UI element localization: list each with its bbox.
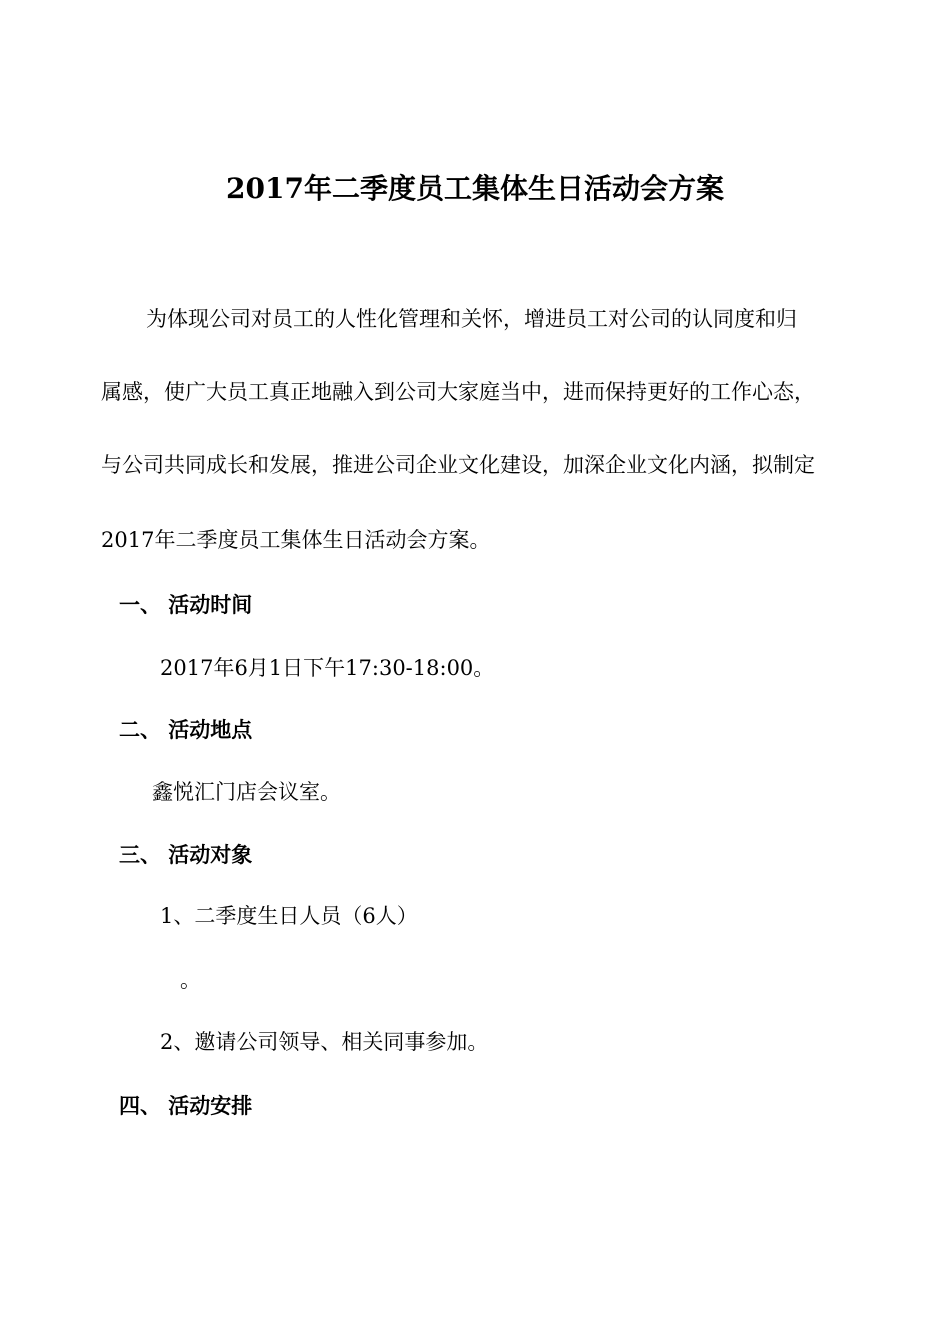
participant-item: 2、邀请公司领导、相关同事参加。 bbox=[160, 1030, 489, 1054]
intro-line: 与公司共同成长和发展，推进公司企业文化建设，加深企业文化内涵，拟制定 bbox=[101, 453, 815, 477]
participant-item: 1、二季度生日人员（6人） bbox=[160, 904, 418, 928]
section-content-time: 2017年6月1日下午17:30-18:00。 bbox=[160, 656, 495, 680]
intro-line: 属感，使广大员工真正地融入到公司大家庭当中，进而保持更好的工作心态， bbox=[101, 380, 815, 404]
section-heading-location: 二、 活动地点 bbox=[119, 717, 253, 742]
section-heading-arrangement: 四、 活动安排 bbox=[119, 1093, 253, 1118]
document-title: 2017年二季度员工集体生日活动会方案 bbox=[226, 172, 724, 205]
intro-line: 2017年二季度员工集体生日活动会方案。 bbox=[101, 528, 491, 552]
section-heading-participants: 三、 活动对象 bbox=[119, 842, 253, 867]
section-heading-time: 一、 活动时间 bbox=[119, 592, 253, 617]
section-content-location: 鑫悦汇门店会议室。 bbox=[152, 780, 341, 804]
intro-line: 为体现公司对员工的人性化管理和关怀，增进员工对公司的认同度和归 bbox=[146, 307, 797, 331]
participant-item: 。 bbox=[180, 968, 201, 992]
